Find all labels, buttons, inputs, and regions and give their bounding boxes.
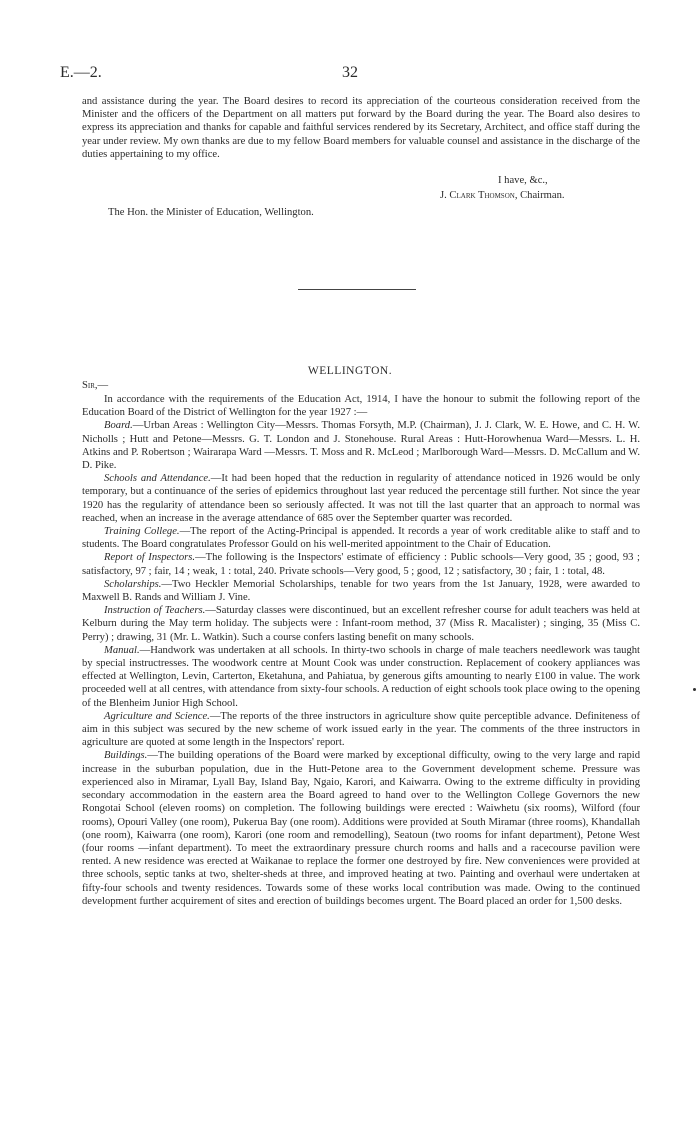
paragraph-label: Scholarships. — [104, 578, 162, 590]
section-heading: WELLINGTON. — [307, 365, 393, 377]
signatory-name: J. Clark Thomson — [440, 190, 515, 201]
paragraph-label: Board. — [104, 420, 133, 432]
report-paragraph — [82, 578, 640, 604]
signature-line: J. Clark Thomson, Chairman. — [440, 190, 565, 201]
intro-paragraph-block — [82, 95, 640, 161]
paragraph-label: Schools and Attendance. — [104, 473, 211, 485]
report-paragraph — [82, 472, 640, 525]
section-divider — [298, 289, 416, 290]
addressee: The Hon. the Minister of Education, Wellington. — [108, 207, 314, 218]
signatory-title: Chairman. — [520, 190, 565, 201]
report-paragraph — [82, 393, 640, 419]
report-reference: E.—2. — [60, 64, 102, 81]
salutation-text: Sir,— — [82, 380, 109, 391]
paragraph-text: —The building operations of the Board were marked by exceptional difficulty, owing to the very large and rapid increase in the suburban population, due in the Hutt-Petone area to the Government development scheme. Pressure was experienced also in Miramar, Lyall Bay, Island Bay, Ngaio, Karori, and Kaiwarra. Owing to the extreme difficulty in providing secondary accommodation in the eastern area the Board agreed to hand over to the Wellington College Governors the new Rongotai School (eleven rooms) on completion. The following buildings were erected : Waiwhetu (six rooms), Wilford (four rooms), Opouri Valley (one room), Pukerua Bay (one room). Additions were provided at South Miramar (three rooms), Khandallah (one room), Kaiwarra (one room), Karori (one room and remodelling), Seatoun (two rooms for infant department), Petone West (four rooms —infant department). To meet the extraordinary pressure church rooms and halls and a racecourse pavilion were rented. A new residence was erected at Waikanae to replace the former one destroyed by fire. New conveniences were provided at three schools, septic tanks at two, shelter-sheds at three, and improved heating at two. Painting and overhaul were undertaken at fifty-four schools and twenty residences. Towards some of these works local contribution was made. Owing to the continued development further acquirement of sites and erection of buildings becomes urgent. The Board placed an order for 1,500 desks. — [82, 750, 640, 907]
report-body — [82, 393, 640, 908]
page-number: 32 — [342, 64, 358, 81]
paragraph-label: Agriculture and Science. — [104, 710, 210, 722]
report-paragraph — [82, 749, 640, 907]
closing-line: I have, &c., — [498, 175, 548, 186]
paragraph-label: Buildings. — [104, 750, 148, 762]
report-paragraph — [82, 604, 640, 644]
report-paragraph — [82, 710, 640, 750]
paragraph-text: —Two Heckler Memorial Scholarships, tenable for two years from the 1st January, 1928, were awarded to Maxwell B. Rands and William J. Vine. — [82, 578, 640, 604]
paragraph-label: Instruction of Teachers. — [104, 605, 206, 617]
margin-dot — [693, 688, 696, 691]
paragraph-text: —Handwork was undertaken at all schools. In thirty-two schools in charge of male teachers needlework was taught by special instructresses. The woodwork centre at Mount Cook was under construction. Replacement of cookery appliances was effected at Wellington, Levin, Carterton, Eketahuna, and Pahiatua, by generous gifts amounting to nearly £100 in value. The work proceeded well at all centres, with attendance from sixty-four schools. A reduction of eight schools took place owing to the opening of the Blenheim Junior High School. — [82, 644, 640, 709]
paragraph-text: —The reports of the three instructors in agriculture show quite perceptible advance. Definiteness of aim in this subject was secured by the new scheme of work issued early in the year. The comments of the three instructors in agriculture are quoted at some length in the Inspectors' report. — [82, 710, 640, 749]
report-paragraph — [82, 551, 640, 577]
paragraph-text: In accordance with the requirements of the Education Act, 1914, I have the honour to submit the following report of the Education Board of the District of Wellington for the year 1927 :— — [82, 394, 640, 419]
intro-paragraph: and assistance during the year. The Board desires to record its appreciation of the courteous consideration received from the Minister and the officers of the Department on all matters put forward by the Board during the year. The Board also desires to express its appreciation and thanks for capable and faithful services rendered by its Secretary, Architect, and office staff during the year under review. My own thanks are due to my fellow Board members for valuable counsel and assistance in the discharge of the duties appertaining to my office. — [82, 96, 640, 160]
paragraph-text: —It had been hoped that the reduction in regularity of attendance noticed in 1926 would be only temporary, but a continuance of the series of epidemics throughout last year reduced the percentage still further. Not since the year 1920 has the regularity of attendance been so seriously affected. It was not till the last quarter that an approach to normal was reached, when an increase in the average attendance of 685 over the September quarter was recorded. — [82, 473, 640, 524]
report-paragraph — [82, 644, 640, 710]
paragraph-label: Training College. — [104, 526, 180, 538]
paragraph-label: Report of Inspectors. — [104, 552, 196, 564]
report-paragraph — [82, 525, 640, 551]
paragraph-text: —Urban Areas : Wellington City—Messrs. Thomas Forsyth, M.P. (Chairman), J. J. Clark, W. E. Howe, and C. H. W. Nicholls ; Hutt and Petone—Messrs. G. T. London and J. Stonehouse. Rural Areas : Hutt-Horowhenua Ward—Messrs. L. H. Atkins and P. Robertson ; Wairarapa Ward —Messrs. T. Moss and R. McLeod ; Marlborough Ward—Messrs. D. McCallum and W. D. Pike. — [82, 420, 640, 472]
report-paragraph — [82, 419, 640, 472]
paragraph-text: —Saturday classes were discontinued, but an excellent refresher course for adult teachers was held at Kelburn during the May term holiday. The subjects were : Infant-room method, 37 (Miss R. Macalister) ; singing, 35 (Miss C. Perry) ; drawing, 31 (Mr. L. Watkin). Such a course confers lasting benefit on many schools. — [82, 605, 641, 643]
paragraph-text: —The following is the Inspectors' estimate of efficiency : Public schools—Very good, 35 ; good, 93 ; satisfactory, 97 ; fair, 14 ; weak, 1 : total, 240. Private schools—Very good, 5 ; good, 12 ; satisfactory, 30 ; fair, 1 : total, 48. — [82, 552, 640, 577]
paragraph-text: —The report of the Acting-Principal is appended. It records a year of work creditable alike to staff and to students. The Board congratulates Professor Gould on his well-merited appointment to the Chair of Education. — [82, 526, 640, 551]
page-header — [60, 64, 640, 84]
paragraph-label: Manual. — [104, 644, 140, 656]
salutation — [82, 380, 108, 391]
